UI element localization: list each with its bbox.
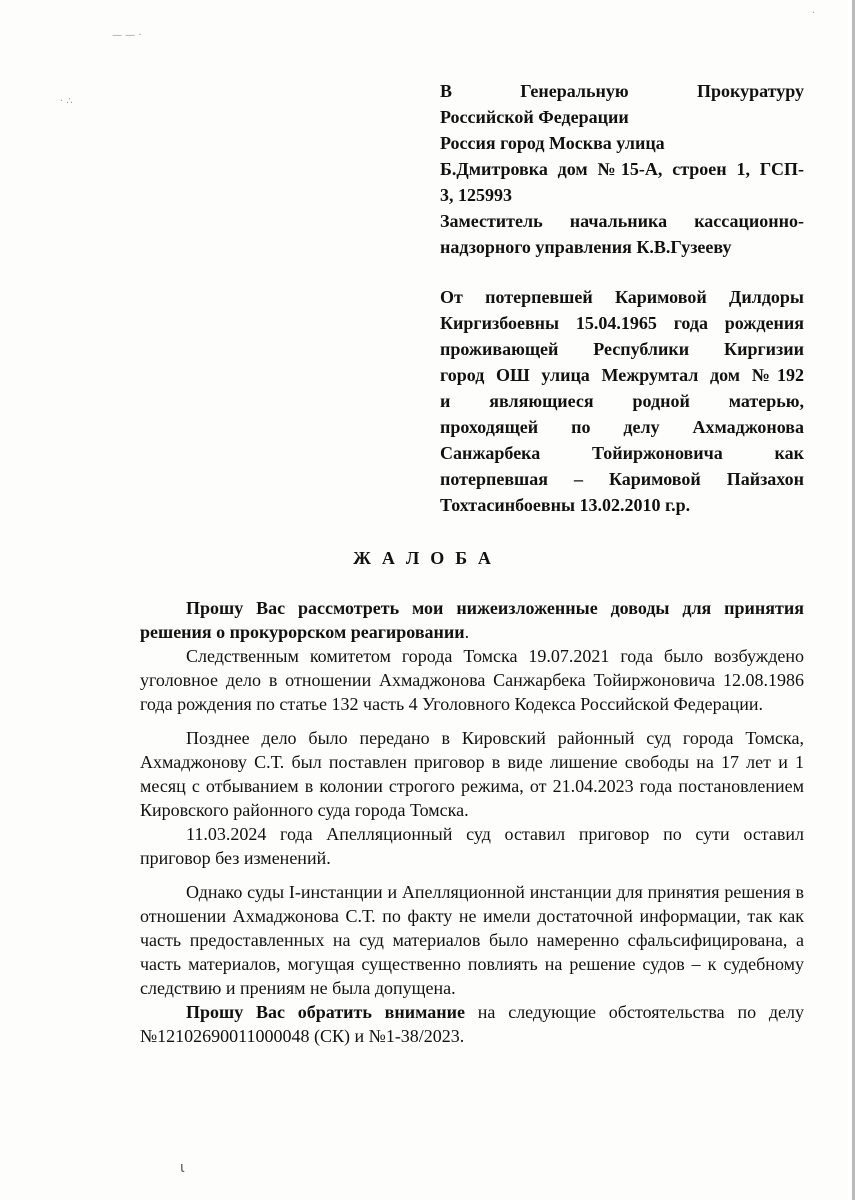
header-gap	[440, 260, 804, 284]
request-paragraph	[140, 596, 804, 644]
addressee-line: В Генеральную Прокуратуру	[440, 81, 804, 101]
sender-line: проживающей Республики Киргизии	[440, 339, 804, 359]
sender-line: Тохтасинбоевны 13.02.2010 г.р.	[440, 495, 691, 515]
body-paragraph: Позднее дело было передано в Кировский районный суд города Томска, Ахмаджонову С.Т. был поставлен приговор в виде лишение свободы на 17 лет и 1 месяц с отбыванием в колонии строгого режима, от 21.04.2023 года постановлением Кировского районного суда города Томска.	[140, 728, 804, 820]
attention-paragraph	[140, 1000, 804, 1048]
address-line: 3, 125993	[440, 185, 512, 205]
document-title: ЖАЛОБА	[353, 548, 502, 568]
addressee-block	[440, 78, 804, 518]
scan-speck: ·	[812, 8, 816, 19]
official-line: Заместитель начальника кассационно-	[440, 211, 804, 231]
body-paragraph: Однако суды I-инстанции и Апелляционной инстанции для принятия решения в отношении Ахмаджонова С.Т. по факту не имели достаточной информации, так как часть предоставленных на суд материалов было намеренно сфальсифицирована, а часть материалов, могущая существенно повлиять на решение судов – к судебному следствию и прениям не была допущена.	[140, 882, 804, 998]
addressee-line: Российской Федерации	[440, 107, 629, 127]
sender-line: и являющиеся родной матерью,	[440, 391, 804, 411]
sender-line: город ОШ улица Межрумтал дом №192	[440, 365, 804, 385]
sender-line: От потерпевшей Каримовой Дилдоры	[440, 287, 804, 307]
attention-rest: на следующие обстоятельства по делу №12102690011000048 (СК) и №1-38/2023.	[140, 1002, 805, 1046]
body-paragraph: 11.03.2024 года Апелляционный суд оставил приговор по сути оставил приговор без изменений.	[140, 824, 804, 868]
sender-line: Киргизбоевны 15.04.1965 года рождения	[440, 313, 804, 333]
scan-speck: · ∴	[60, 96, 73, 107]
sender-line: потерпевшая – Каримовой Пайзахон	[440, 469, 804, 489]
sender-line: проходящей по делу Ахмаджонова	[440, 417, 804, 437]
request-period: .	[464, 622, 470, 642]
address-line: Россия город Москва улица	[440, 133, 665, 153]
scan-speck: — — ·	[112, 30, 142, 41]
complaint-body	[140, 596, 804, 1048]
request-text: Прошу Вас рассмотреть мои нижеизложенные доводы для принятия решения о прокурорском реагировании	[140, 598, 804, 642]
scan-speck: ɩ	[180, 1160, 185, 1176]
body-paragraph: Следственным комитетом города Томска 19.07.2021 года было возбуждено уголовное дело в отношении Ахмаджонова Санжарбека Тойиржоновича 12.08.1986 года рождения по статье 132 часть 4 Уголовного Кодекса Российской Федерации.	[140, 646, 804, 714]
address-line: Б.Дмитровка дом №15-А, строен 1, ГСП-	[440, 159, 804, 179]
attention-lead: Прошу Вас обратить внимание	[186, 1002, 466, 1022]
official-line: надзорного управления К.В.Гузееву	[440, 237, 732, 257]
sender-line: Санжарбека Тойиржоновича как	[440, 443, 804, 463]
